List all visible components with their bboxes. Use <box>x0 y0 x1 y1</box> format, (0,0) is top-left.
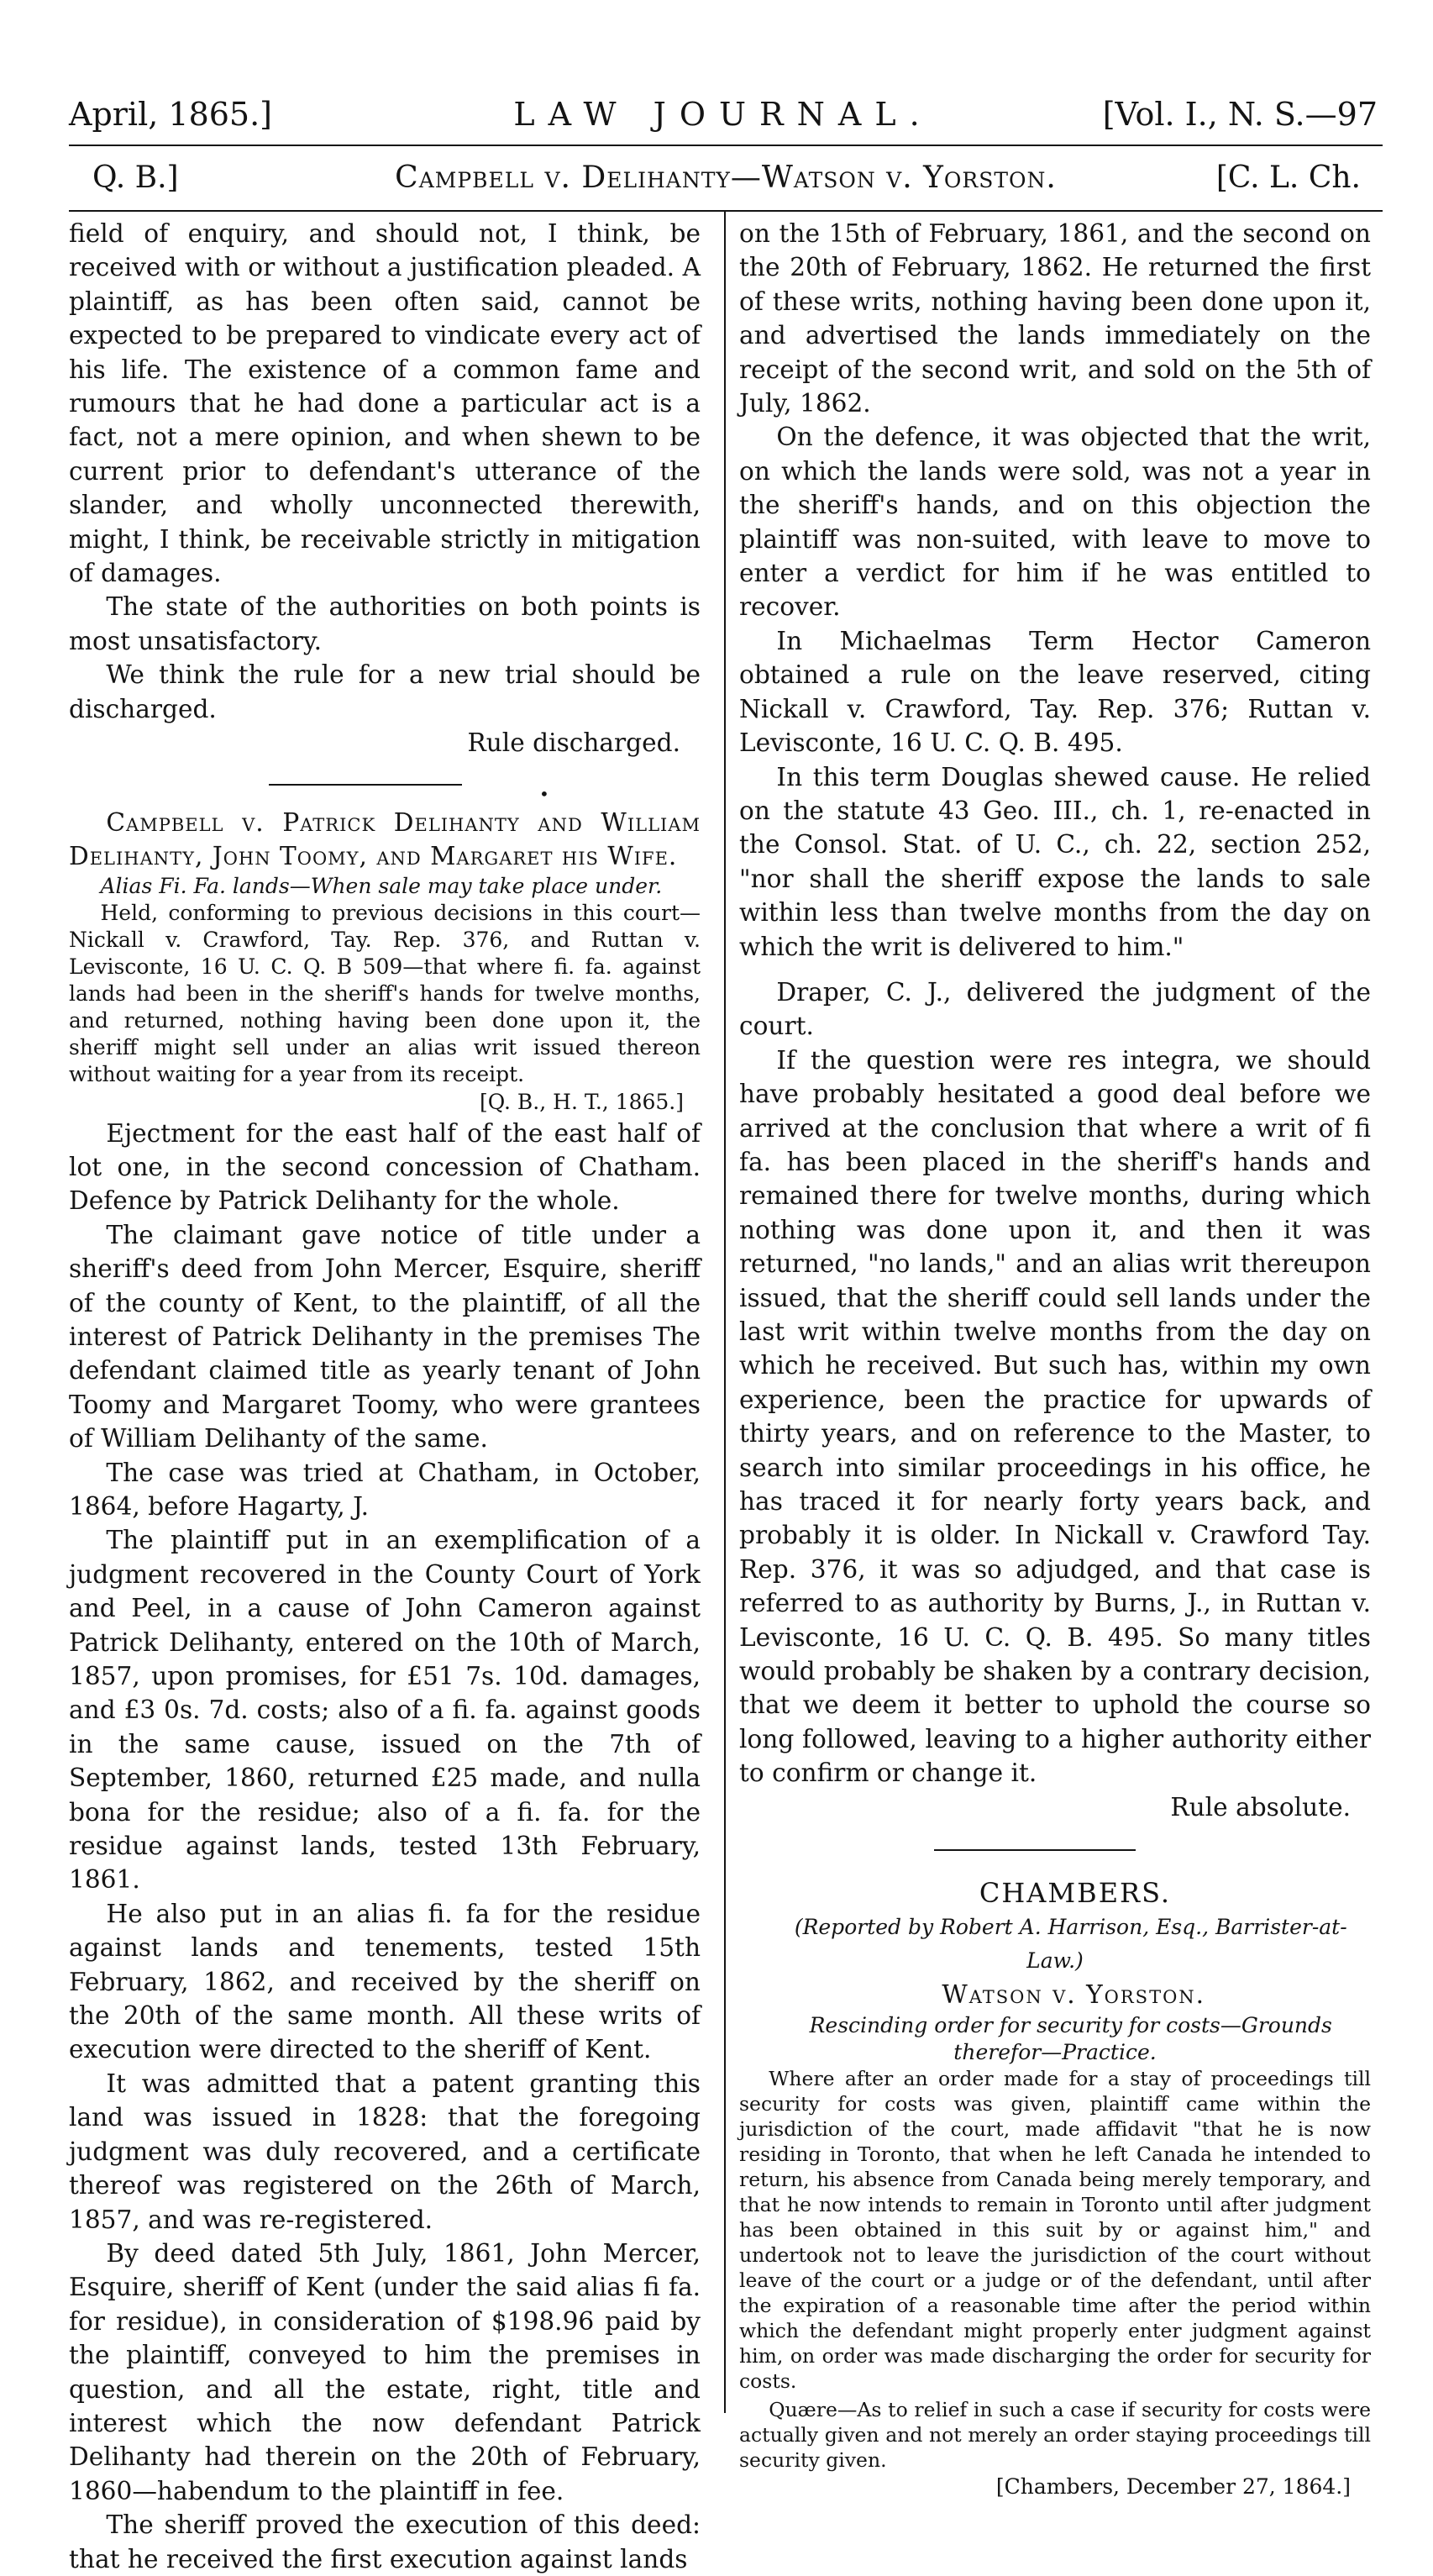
header-rule <box>69 145 1383 146</box>
headnote-title: Rescinding order for security for costs—Grounds therefor—Practice. <box>809 2012 1332 2064</box>
court-reference: [Chambers, December 27, 1864.] <box>995 2473 1351 2499</box>
paragraph: On the defence, it was objected that the writ, on which the lands were sold, was not a year in the sheriff's hands, and on this objection the plaintiff was non-suited, with leave to move to enter a verdict for him if he was entitled to recover. <box>739 423 1371 622</box>
reporter-line: (Reported by Robert A. Harrison, Esq., Barrister-at-Law.) <box>794 1914 1347 1973</box>
paragraph: We think the rule for a new trial should be discharged. <box>69 660 701 723</box>
rule-result: Rule absolute. <box>1170 1792 1351 1822</box>
court-left: Q. B.] <box>92 160 179 195</box>
headnote: Where after an order made for a stay of proceedings till security for costs was given, plaintiff came within the jurisdiction of the court, made affidavit "that he is now residing in Toronto, that when he left Canada he intended to return, his absence from Canada being merely temporary, and that he now intends to remain in Toronto until after judgment has been obtained in this suit by or against him," and undertook not to leave the jurisdiction of the court without leave of the court or a judge or of the defendant, until after the expiration of a reasonable time after the period within which the defendant might properly enter judgment against him, on order was made discharging the order for security for costs. <box>739 2066 1371 2393</box>
case-title: Watson v. Yorston. <box>942 1980 1206 2010</box>
right-column <box>739 217 1371 2501</box>
volume-page: [Vol. I., N. S.—97 <box>1102 96 1378 133</box>
case-separator <box>69 769 701 802</box>
paragraph: By deed dated 5th July, 1861, John Mercer, Esquire, sheriff of Kent (under the said alias fi fa. for residue), in consideration of $198.96 paid by the plaintiff, conveyed to him the premises in question, and all the estate, right, title and interest which the now defendant Patrick Delihanty had therein on the 20th of February, 1860—habendum to the plaintiff in fee. <box>69 2238 701 2505</box>
column-divider <box>724 212 726 2413</box>
paragraph: Ejectment for the east half of the east half of lot one, in the second concession of Chatham. Defence by Patrick Delihanty for the whole. <box>69 1118 701 1216</box>
judgment-text: If the question were res integra, we should have probably hesitated a good deal before we arrived at the conclusion that where a writ of fi fa. has been placed in the sheriff's hands and remained there for twelve months, during which nothing was done upon it, and then it was returned, "no lands," and an alias writ thereupon issued, that the sheriff could sell lands under the last writ within twelve months from the day on which he received. But such has, within my own experience, been the practice for upwards of thirty years, and on reference to the Master, to search into similar proceedings in his office, he has traced it for nearly forty years back, and probably it is older. In Nickall v. Crawford Tay. Rep. 376, it was so adjudged, and that case is referred to as authority by Burns, J., in Ruttan v. Levisconte, 16 U. C. Q. B. 495. So many titles would probably be shaken by a contrary decision, that we deem it better to uphold the course so long followed, leaving to a higher authority either to confirm or change it. <box>739 1045 1371 1788</box>
paragraph: In this term Douglas shewed cause. He relied on the statute 43 Geo. III., ch. 1, re-enacted in the Consol. Stat. of U. C., ch. 22, section 252, "nor shall the sheriff expose the lands to sale within less than twelve months from the day on which the writ is delivered to him." <box>739 762 1371 961</box>
separator-dot: • <box>539 783 549 804</box>
separator-rule <box>269 784 462 786</box>
court-right: [C. L. Ch. <box>1215 160 1361 195</box>
rule-result: Rule discharged. <box>467 728 680 758</box>
case-title: Campbell v. Patrick Delihanty and William Delihanty, John Toomy, and Margaret his Wife. <box>69 807 701 870</box>
headnote-title: Alias Fi. Fa. lands—When sale may take place under. <box>100 873 663 898</box>
paragraph: The sheriff proved the execution of this deed: that he received the first execution against lands <box>69 2510 701 2573</box>
running-head <box>69 89 1378 139</box>
paragraph: The plaintiff put in an exemplification of a judgment recovered in the County Court of York and Peel, in a cause of John Cameron against Patrick Delihanty, entered on the 10th of March, 1857, upon promises, for £51 7s. 10d. damages, and £3 0s. 7d. costs; also of a fi. fa. against goods in the same cause, issued on the 7th of September, 1860, returned £25 made, and nulla bona for the residue; also of a fi. fa. for the residue against lands, tested 13th February, 1861. <box>69 1526 701 1895</box>
subhead-rule <box>69 210 1383 212</box>
court-reference: [Q. B., H. T., 1865.] <box>480 1089 684 1114</box>
judgment-intro: Draper, C. J., delivered the judgment of the court. <box>739 977 1371 1041</box>
paragraph: The claimant gave notice of title under a sheriff's deed from John Mercer, Esquire, sheriff of the county of Kent, to the plaintiff, of all the interest of Patrick Delihanty in the premises The defendant claimed title as yearly tenant of John Toomy and Margaret Toomy, who were grantees of William Delihanty of the same. <box>69 1220 701 1454</box>
case-subhead <box>69 150 1383 207</box>
left-column <box>69 217 701 2576</box>
journal-title: LAW JOURNAL. <box>513 96 933 133</box>
issue-date: April, 1865.] <box>69 96 273 133</box>
paragraph: He also put in an alias fi. fa for the residue against lands and tenements, tested 15th February, 1862, and received by the sheriff on the 20th of the same month. All these writs of execution were directed to the sheriff of Kent. <box>69 1899 701 2064</box>
headnote: Held, conforming to previous decisions in this court—Nickall v. Crawford, Tay. Rep. 376, and Ruttan v. Levisconte, 16 U. C. Q. B 509—that where fi. fa. against lands had been in the sheriff's hands for twelve months, and returned, nothing having been done upon it, the sheriff might sell under an alias writ issued thereon without waiting for a year from its receipt. <box>69 900 701 1086</box>
continued-paragraph: on the 15th of February, 1861, and the second on the 20th of February, 1862. He returned the first of these writs, nothing having been done upon it, and advertised the lands immediately on the receipt of the second writ, and sold on the 5th of July, 1862. <box>739 219 1371 418</box>
paragraph: The case was tried at Chatham, in October, 1864, before Hagarty, J. <box>69 1458 701 1521</box>
quaere-note: Quære—As to relief in such a case if security for costs were actually given and not merely an order staying proceedings till security given. <box>739 2397 1371 2472</box>
paragraph: The state of the authorities on both points is most unsatisfactory. <box>69 592 701 655</box>
section-heading: CHAMBERS. <box>979 1877 1172 1910</box>
continued-paragraph: field of enquiry, and should not, I think, be received with or without a justification pleaded. A plaintiff, as has been often said, cannot be expected to be prepared to vindicate every act of his life. The existence of a common fame and rumours that he had done a particular act is a fact, not a mere opinion, and when shewn to be current prior to defendant's utterance of the slander, and wholly unconnected therewith, might, I think, be receivable strictly in mitigation of damages. <box>69 219 701 588</box>
case-names: Campbell v. Delihanty—Watson v. Yorston. <box>395 160 1057 195</box>
separator-rule <box>934 1849 1136 1851</box>
section-separator <box>739 1839 1371 1859</box>
paragraph: In Michaelmas Term Hector Cameron obtained a rule on the leave reserved, citing Nickall v. Crawford, Tay. Rep. 376; Ruttan v. Levisconte, 16 U. C. Q. B. 495. <box>739 626 1371 758</box>
paragraph: It was admitted that a patent granting this land was issued in 1828: that the foregoing judgment was duly recovered, and a certificate thereof was registered on the 26th of March, 1857, and was re-registered. <box>69 2069 701 2234</box>
